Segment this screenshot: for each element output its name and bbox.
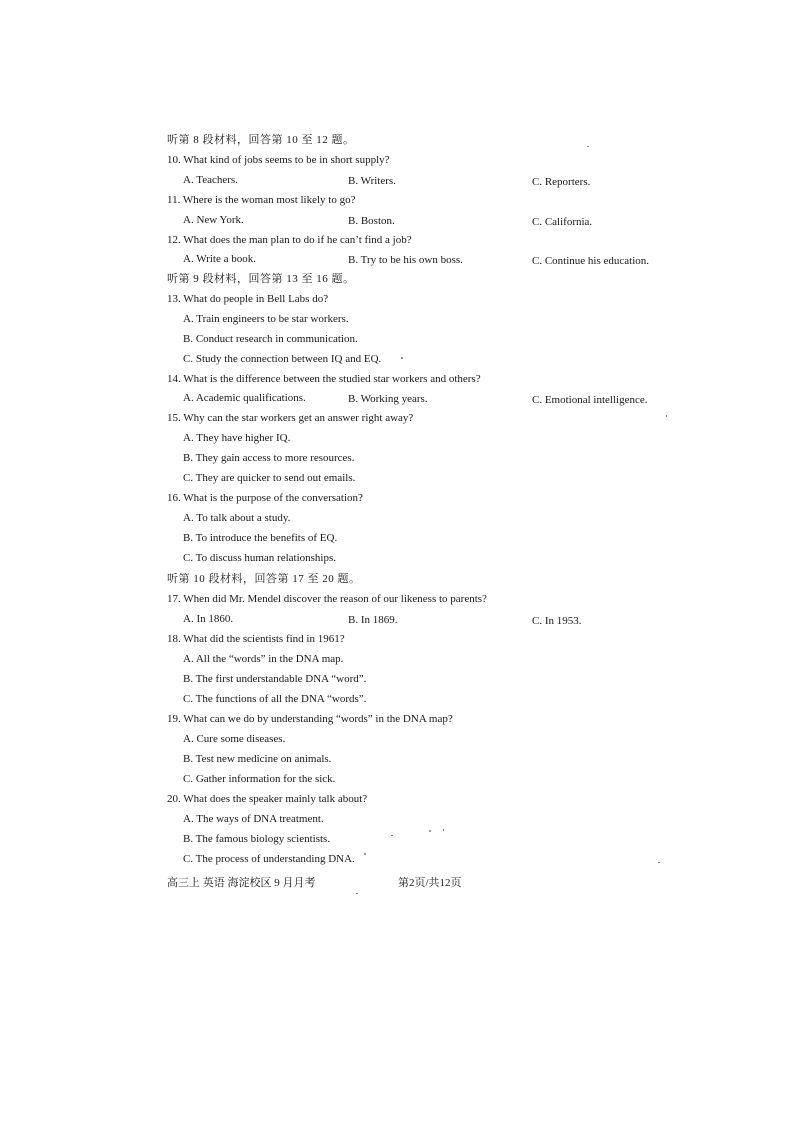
q20-option-a: A. The ways of DNA treatment. (183, 813, 324, 825)
q16-option-c: C. To discuss human relationships. (183, 552, 337, 564)
q20-option-c: C. The process of understanding DNA. (183, 853, 355, 865)
question-13: 13. What do people in Bell Labs do? (167, 293, 329, 305)
section-heading-10: 听第 10 段材料，回答第 17 至 20 题。 (167, 573, 361, 585)
scan-speck (364, 853, 366, 855)
footer-exam-info: 高三上 英语 海淀校区 9 月月考 (167, 877, 316, 889)
q16-option-a: A. To talk about a study. (183, 512, 291, 524)
q15-option-a: A. They have higher IQ. (183, 432, 291, 444)
q17-option-a: A. In 1860. (183, 613, 234, 625)
q17-option-b: B. In 1869. (348, 614, 398, 626)
question-10: 10. What kind of jobs seems to be in short supply? (167, 154, 390, 166)
scan-speck (443, 829, 444, 831)
scan-speck (391, 835, 393, 836)
scan-speck (666, 415, 667, 417)
q11-option-a: A. New York. (183, 214, 244, 226)
q20-option-b: B. The famous biology scientists. (183, 833, 331, 845)
q10-option-a: A. Teachers. (183, 174, 238, 186)
scan-speck (429, 830, 431, 832)
scan-speck (401, 357, 403, 359)
section-heading-9: 听第 9 段材料，回答第 13 至 16 题。 (167, 273, 355, 285)
q19-option-a: A. Cure some diseases. (183, 733, 286, 745)
scan-speck (587, 146, 589, 147)
q11-option-c: C. California. (532, 216, 593, 228)
section-heading-8: 听第 8 段材料，回答第 10 至 12 题。 (167, 134, 355, 146)
question-16: 16. What is the purpose of the conversation? (167, 492, 363, 504)
q16-option-b: B. To introduce the benefits of EQ. (183, 532, 338, 544)
scan-speck (356, 893, 358, 894)
q13-option-c: C. Study the connection between IQ and EQ. (183, 353, 382, 365)
question-15: 15. Why can the star workers get an answer right away? (167, 412, 414, 424)
q12-option-b: B. Try to be his own boss. (348, 254, 463, 266)
q12-option-a: A. Write a book. (183, 253, 256, 265)
q18-option-c: C. The functions of all the DNA “words”. (183, 693, 367, 705)
q10-option-c: C. Reporters. (532, 176, 591, 188)
question-20: 20. What does the speaker mainly talk about? (167, 793, 368, 805)
q13-option-b: B. Conduct research in communication. (183, 333, 358, 345)
q11-option-b: B. Boston. (348, 215, 395, 227)
question-17: 17. When did Mr. Mendel discover the reason of our likeness to parents? (167, 593, 487, 605)
question-14: 14. What is the difference between the studied star workers and others? (167, 373, 481, 385)
q15-option-c: C. They are quicker to send out emails. (183, 472, 356, 484)
q14-option-a: A. Academic qualifications. (183, 392, 306, 404)
scan-speck (658, 862, 660, 863)
q14-option-c: C. Emotional intelligence. (532, 394, 648, 406)
q10-option-b: B. Writers. (348, 175, 396, 187)
q18-option-b: B. The first understandable DNA “word”. (183, 673, 367, 685)
q17-option-c: C. In 1953. (532, 615, 582, 627)
question-11: 11. Where is the woman most likely to go? (167, 194, 356, 206)
q18-option-a: A. All the “words” in the DNA map. (183, 653, 344, 665)
question-12: 12. What does the man plan to do if he can’t find a job? (167, 234, 412, 246)
q15-option-b: B. They gain access to more resources. (183, 452, 355, 464)
q13-option-a: A. Train engineers to be star workers. (183, 313, 349, 325)
question-19: 19. What can we do by understanding “words” in the DNA map? (167, 713, 453, 725)
footer-page-number: 第2页/共12页 (398, 877, 462, 889)
q14-option-b: B. Working years. (348, 393, 428, 405)
q12-option-c: C. Continue his education. (532, 255, 650, 267)
question-18: 18. What did the scientists find in 1961? (167, 633, 345, 645)
q19-option-b: B. Test new medicine on animals. (183, 753, 332, 765)
q19-option-c: C. Gather information for the sick. (183, 773, 336, 785)
